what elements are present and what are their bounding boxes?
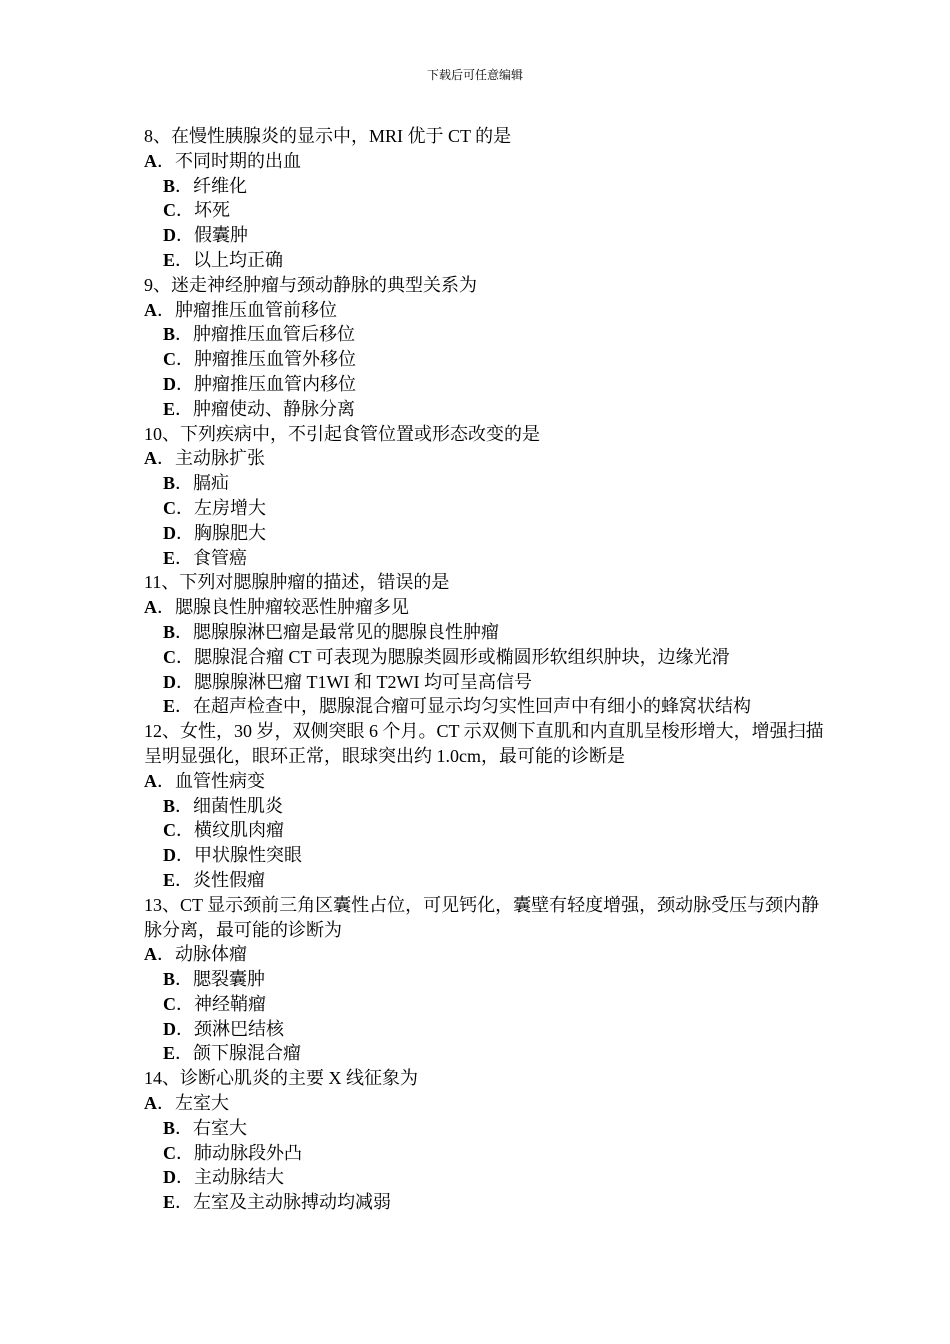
option-c: C．横纹肌肉瘤	[163, 820, 284, 841]
option-c: C．左房增大	[163, 497, 266, 518]
question-text: 迷走神经肿瘤与颈动静脉的典型关系为	[171, 274, 477, 295]
option-a: A．腮腺良性肿瘤较恶性肿瘤多见	[144, 597, 409, 618]
option-text: 不同时期的出血	[175, 150, 301, 171]
question-number: 8	[144, 126, 153, 146]
option-e: E．炎性假瘤	[163, 869, 266, 890]
option-text: 甲状腺性突眼	[194, 845, 302, 866]
option-key: E	[163, 696, 176, 717]
option-key: C	[163, 993, 176, 1014]
option-b: B．肿瘤推压血管后移位	[163, 324, 356, 345]
question-block	[144, 1066, 814, 1215]
option-a: A．不同时期的出血	[144, 150, 301, 171]
option-key: B	[163, 1117, 176, 1138]
question-stem: 14、诊断心肌炎的主要 X 线征象为	[144, 1068, 418, 1089]
option-text: 腮腺腺淋巴瘤 T1WI 和 T2WI 均可呈高信号	[194, 671, 532, 692]
question-number: 10	[144, 423, 162, 444]
question-number: 14	[144, 1068, 162, 1089]
option-key: E	[163, 398, 176, 419]
question-stem: 11、下列对腮腺肿瘤的描述，错误的是	[144, 572, 450, 593]
option-text: 腮腺良性肿瘤较恶性肿瘤多见	[175, 597, 409, 618]
option-d: D．腮腺腺淋巴瘤 T1WI 和 T2WI 均可呈高信号	[163, 671, 532, 692]
option-key: C	[163, 820, 176, 841]
option-text: 肿瘤推压血管内移位	[194, 373, 356, 394]
option-text: 坏死	[194, 200, 230, 221]
option-text: 腮裂囊肿	[193, 969, 266, 990]
question-stem: 8、在慢性胰腺炎的显示中，MRI 优于 CT 的是	[144, 126, 512, 146]
option-text: 胸腺肥大	[194, 522, 266, 543]
option-text: 左室及主动脉搏动均减弱	[193, 1192, 392, 1213]
option-key: E	[163, 1043, 176, 1064]
option-d: D．胸腺肥大	[163, 522, 266, 543]
option-key: C	[163, 349, 176, 370]
option-key: D	[163, 522, 176, 543]
option-key: A	[144, 299, 157, 320]
question-list	[144, 124, 824, 1215]
option-e: E．颌下腺混合瘤	[163, 1043, 302, 1064]
option-c: C．神经鞘瘤	[163, 993, 266, 1014]
option-text: 膈疝	[193, 473, 230, 494]
option-text: 肿瘤推压血管后移位	[193, 324, 356, 345]
option-text: 肿瘤推压血管前移位	[175, 299, 337, 320]
question-number: 9	[144, 274, 153, 295]
option-b: B．腮裂囊肿	[163, 969, 266, 990]
option-text: 食管癌	[193, 547, 248, 568]
question-text: 下列对腮腺肿瘤的描述，错误的是	[179, 572, 450, 593]
option-b: B．纤维化	[163, 175, 248, 196]
option-key: B	[163, 795, 176, 816]
question-text: 在慢性胰腺炎的显示中，MRI 优于 CT 的是	[171, 126, 512, 146]
option-key: D	[163, 225, 176, 246]
option-text: 腮腺腺淋巴瘤是最常见的腮腺良性肿瘤	[193, 621, 500, 642]
option-e: E．左室及主动脉搏动均减弱	[163, 1192, 392, 1213]
option-a: A．肿瘤推压血管前移位	[144, 299, 337, 320]
option-e: E．在超声检查中，腮腺混合瘤可显示均匀实性回声中有细小的蜂窝状结构	[163, 696, 752, 717]
option-text: 右室大	[193, 1117, 248, 1138]
option-key: D	[163, 1167, 176, 1188]
option-text: 血管性病变	[175, 770, 265, 791]
option-c: C．肿瘤推压血管外移位	[163, 349, 356, 370]
option-a: A．血管性病变	[144, 770, 265, 791]
question-stem: 9、迷走神经肿瘤与颈动静脉的典型关系为	[144, 274, 477, 295]
option-text: 肿瘤推压血管外移位	[194, 349, 356, 370]
option-b: B．膈疝	[163, 473, 230, 494]
option-key: C	[163, 1142, 176, 1163]
option-c: C．腮腺混合瘤 CT 可表现为腮腺类圆形或椭圆形软组织肿块，边缘光滑	[163, 646, 730, 667]
option-text: 在超声检查中，腮腺混合瘤可显示均匀实性回声中有细小的蜂窝状结构	[193, 696, 752, 717]
option-d: D．假囊肿	[163, 225, 248, 246]
option-c: C．肺动脉段外凸	[163, 1142, 302, 1163]
question-number: 11	[144, 572, 162, 593]
question-stem: 13、CT 显示颈前三角区囊性占位，可见钙化，囊壁有轻度增强，颈动脉受压与颈内静脉分离，最可能的诊断为	[144, 894, 820, 940]
question-stem: 10、下列疾病中，不引起食管位置或形态改变的是	[144, 423, 540, 444]
option-text: 颌下腺混合瘤	[193, 1043, 302, 1064]
option-key: D	[163, 845, 176, 866]
option-b: B．右室大	[163, 1117, 248, 1138]
option-key: A	[144, 770, 157, 791]
option-key: D	[163, 671, 176, 692]
question-text: 下列疾病中，不引起食管位置或形态改变的是	[180, 423, 540, 444]
option-key: B	[163, 175, 176, 196]
option-c: C．坏死	[163, 200, 230, 221]
option-text: 炎性假瘤	[193, 869, 266, 890]
option-a: A．主动脉扩张	[144, 448, 265, 469]
question-stem: 12、女性，30 岁，双侧突眼 6 个月。CT 示双侧下直肌和内直肌呈梭形增大，增强扫描呈明显强化，眼环正常，眼球突出约 1.0cm，最可能的诊断是	[144, 721, 824, 766]
option-a: A．动脉体瘤	[144, 944, 247, 965]
option-text: 主动脉扩张	[175, 448, 265, 469]
option-key: B	[163, 621, 176, 642]
question-text: CT 显示颈前三角区囊性占位，可见钙化，囊壁有轻度增强，颈动脉受压与颈内静脉分离，最可能的诊断为	[144, 894, 820, 940]
option-key: B	[163, 473, 176, 494]
option-e: E．以上均正确	[163, 249, 284, 270]
option-text: 颈淋巴结核	[194, 1018, 284, 1039]
question-text: 诊断心肌炎的主要 X 线征象为	[180, 1068, 418, 1089]
option-key: E	[163, 1192, 176, 1213]
option-key: A	[144, 448, 157, 469]
option-e: E．肿瘤使动、静脉分离	[163, 398, 356, 419]
option-text: 主动脉结大	[194, 1167, 284, 1188]
question-text: 女性，30 岁，双侧突眼 6 个月。CT 示双侧下直肌和内直肌呈梭形增大，增强扫描呈明显强化，眼环正常，眼球突出约 1.0cm，最可能的诊断是	[144, 721, 824, 766]
option-key: C	[163, 200, 176, 221]
option-key: A	[144, 597, 157, 618]
option-b: B．细菌性肌炎	[163, 795, 284, 816]
option-text: 细菌性肌炎	[193, 795, 284, 816]
option-key: D	[163, 373, 176, 394]
question-number: 12	[144, 721, 162, 742]
option-key: B	[163, 969, 176, 990]
option-text: 动脉体瘤	[175, 944, 247, 965]
option-text: 纤维化	[193, 175, 248, 196]
option-key: A	[144, 1093, 157, 1114]
option-text: 以上均正确	[193, 249, 284, 270]
question-block	[144, 570, 814, 719]
option-text: 横纹肌肉瘤	[194, 820, 284, 841]
option-text: 腮腺混合瘤 CT 可表现为腮腺类圆形或椭圆形软组织肿块，边缘光滑	[194, 646, 730, 667]
option-d: D．主动脉结大	[163, 1167, 284, 1188]
option-text: 神经鞘瘤	[194, 993, 266, 1014]
option-key: A	[144, 944, 157, 965]
question-number: 13	[144, 894, 162, 915]
option-text: 肺动脉段外凸	[194, 1142, 302, 1163]
option-key: E	[163, 249, 176, 270]
option-d: D．肿瘤推压血管内移位	[163, 373, 356, 394]
question-block	[144, 273, 814, 422]
question-block	[144, 719, 824, 893]
option-key: A	[144, 150, 157, 171]
option-key: C	[163, 646, 176, 667]
option-text: 左室大	[175, 1093, 229, 1114]
option-d: D．甲状腺性突眼	[163, 845, 302, 866]
option-key: E	[163, 547, 176, 568]
option-text: 假囊肿	[194, 225, 248, 246]
question-block	[144, 893, 820, 1067]
question-block	[144, 124, 814, 273]
option-a: A．左室大	[144, 1093, 229, 1114]
option-key: E	[163, 869, 176, 890]
option-e: E．食管癌	[163, 547, 248, 568]
page-header: 下载后可任意编辑	[426, 68, 523, 82]
option-b: B．腮腺腺淋巴瘤是最常见的腮腺良性肿瘤	[163, 621, 500, 642]
option-text: 左房增大	[194, 497, 266, 518]
option-key: D	[163, 1018, 176, 1039]
option-key: B	[163, 324, 176, 345]
option-key: C	[163, 497, 176, 518]
option-text: 肿瘤使动、静脉分离	[193, 398, 356, 419]
question-block	[144, 422, 814, 571]
option-d: D．颈淋巴结核	[163, 1018, 284, 1039]
